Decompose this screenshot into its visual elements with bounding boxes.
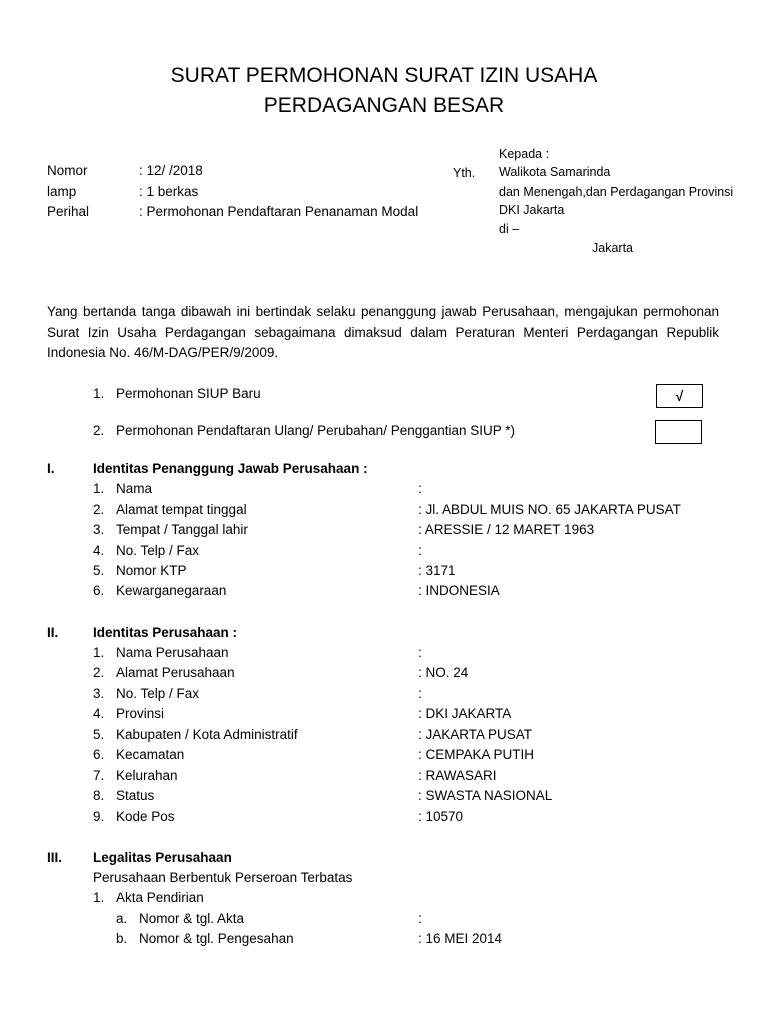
field-value: : 10570 [418, 809, 464, 824]
field-number: 5. [93, 563, 105, 578]
field-value: : [418, 911, 422, 926]
field-label: No. Telp / Fax [116, 686, 200, 701]
field-value: : [418, 481, 422, 496]
yth-label: Yth. [453, 166, 476, 180]
document-title-line-1: SURAT PERMOHONAN SURAT IZIN USAHA [170, 64, 598, 87]
perihal-value: : Permohonan Pendaftaran Penanaman Modal [139, 204, 419, 219]
field-label: Kewarganegaraan [116, 583, 227, 598]
field-row [0, 747, 768, 767]
field-row [0, 481, 768, 501]
field-label: No. Telp / Fax [116, 543, 200, 558]
field-label: Kecamatan [116, 747, 185, 762]
field-label: Kode Pos [116, 809, 175, 824]
field-row [0, 706, 768, 726]
section-number: I. [47, 461, 55, 476]
item-number: 1. [93, 890, 105, 905]
recipient-line-4: di – [499, 222, 520, 236]
field-value: : Jl. ABDUL MUIS NO. 65 JAKARTA PUSAT [418, 502, 681, 517]
nomor-label: Nomor [47, 163, 88, 178]
recipient-city: Jakarta [592, 241, 633, 255]
field-number: 1. [93, 481, 105, 496]
field-row [0, 543, 768, 563]
field-value: : CEMPAKA PUTIH [418, 747, 535, 762]
lamp-label: lamp [47, 184, 77, 199]
field-value: : SWASTA NASIONAL [418, 788, 553, 803]
field-row [0, 563, 768, 583]
field-row [0, 809, 768, 829]
field-label: Nomor & tgl. Akta [139, 911, 245, 926]
nomor-value: : 12/ /2018 [139, 163, 203, 178]
field-value: : INDONESIA [418, 583, 500, 598]
field-number: 4. [93, 543, 105, 558]
field-value: : RAWASARI [418, 768, 497, 783]
section-subtitle: Perusahaan Berbentuk Perseroan Terbatas [93, 870, 353, 885]
section-title: Identitas Penanggung Jawab Perusahaan : [93, 461, 368, 476]
option-number: 2. [93, 423, 105, 438]
field-row [0, 665, 768, 685]
field-label: Nomor & tgl. Pengesahan [139, 931, 294, 946]
field-label: Nama Perusahaan [116, 645, 229, 660]
section-title: Identitas Perusahaan : [93, 625, 238, 640]
field-label: Nomor KTP [116, 563, 187, 578]
intro-paragraph: Yang bertanda tanga dibawah ini bertindak selaku penanggung jawab Perusahaan, mengajukan permohonan Surat Izin Usaha Perdagangan sebagaimana dimaksud dalam Peraturan Menteri Perdagangan Republik Indonesia No. 46/M-DAG/PER/9/2009. [47, 304, 719, 360]
option-renewal-label: Permohonan Pendaftaran Ulang/ Perubahan/ Penggantian SIUP *) [116, 423, 516, 438]
field-value: : ARESSIE / 12 MARET 1963 [418, 522, 595, 537]
field-number: 5. [93, 727, 105, 742]
recipient-line-1: Walikota Samarinda [499, 165, 611, 179]
field-row [0, 686, 768, 706]
field-label: Nama [116, 481, 153, 496]
new-siup-checkbox[interactable]: √ [656, 384, 703, 408]
field-value: : JAKARTA PUSAT [418, 727, 533, 742]
field-letter: a. [116, 911, 128, 926]
field-number: 4. [93, 706, 105, 721]
field-row [0, 788, 768, 808]
field-row [0, 768, 768, 788]
field-row [0, 911, 768, 931]
perihal-label: Perihal [47, 204, 90, 219]
field-number: 1. [93, 645, 105, 660]
field-value: : 16 MEI 2014 [418, 931, 503, 946]
field-row [0, 931, 768, 951]
recipient-line-2: dan Menengah,dan Perdagangan Provinsi [499, 185, 734, 199]
field-value: : 3171 [418, 563, 456, 578]
option-new-siup-label: Permohonan SIUP Baru [116, 386, 261, 401]
section-number: III. [47, 850, 63, 865]
field-label: Tempat / Tanggal lahir [116, 522, 248, 537]
option-number: 1. [93, 386, 105, 401]
field-number: 3. [93, 686, 105, 701]
lamp-value: : 1 berkas [139, 184, 199, 199]
recipient-line-3: DKI Jakarta [499, 203, 565, 217]
field-row [0, 645, 768, 665]
section-number: II. [47, 625, 59, 640]
section-title: Legalitas Perusahaan [93, 850, 232, 865]
field-label: Kabupaten / Kota Administratif [116, 727, 298, 742]
field-label: Provinsi [116, 706, 165, 721]
field-row [0, 727, 768, 747]
field-number: 6. [93, 747, 105, 762]
field-label: Kelurahan [116, 768, 178, 783]
field-label: Alamat Perusahaan [116, 665, 235, 680]
deed-of-establishment-label: Akta Pendirian [116, 890, 204, 905]
field-value: : [418, 645, 422, 660]
field-number: 9. [93, 809, 105, 824]
field-value: : [418, 686, 422, 701]
field-row [0, 502, 768, 522]
field-letter: b. [116, 931, 128, 946]
field-value: : NO. 24 [418, 665, 469, 680]
field-number: 6. [93, 583, 105, 598]
field-label: Alamat tempat tinggal [116, 502, 247, 517]
field-value: : [418, 543, 422, 558]
field-number: 2. [93, 502, 105, 517]
field-number: 7. [93, 768, 105, 783]
field-value: : DKI JAKARTA [418, 706, 512, 721]
field-row [0, 522, 768, 542]
field-row [0, 583, 768, 603]
field-number: 3. [93, 522, 105, 537]
renewal-siup-checkbox[interactable] [655, 420, 702, 444]
document-title-line-2: PERDAGANGAN BESAR [263, 94, 505, 117]
kepada-label: Kepada : [499, 147, 550, 161]
field-number: 8. [93, 788, 105, 803]
field-label: Status [116, 788, 155, 803]
field-number: 2. [93, 665, 105, 680]
